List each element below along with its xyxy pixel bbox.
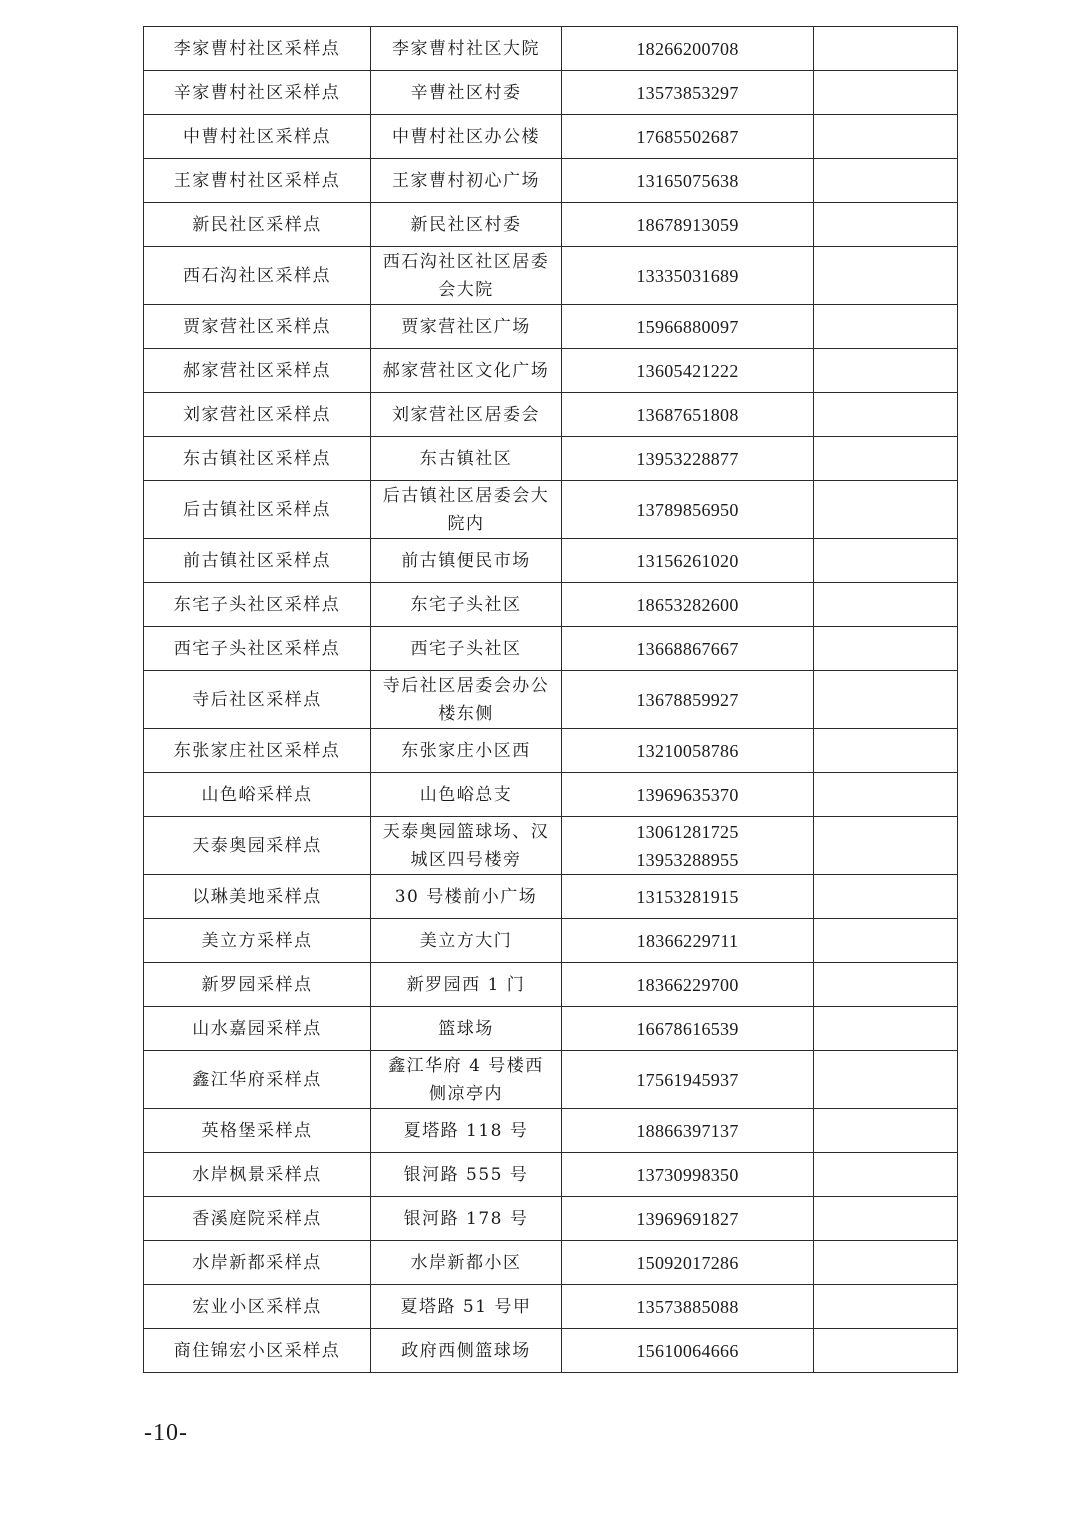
address-cell: 篮球场 xyxy=(371,1007,562,1051)
phone-number: 13156261020 xyxy=(636,550,739,571)
remarks-cell xyxy=(814,875,958,919)
phone-number: 13969691827 xyxy=(636,1208,739,1229)
table-row xyxy=(144,583,958,627)
phone-number: 13687651808 xyxy=(636,404,739,425)
phone-number: 13730998350 xyxy=(636,1164,739,1185)
phone-number: 13165075638 xyxy=(636,170,739,191)
table-row xyxy=(144,875,958,919)
remarks-cell xyxy=(814,27,958,71)
remarks-cell xyxy=(814,729,958,773)
table-row xyxy=(144,729,958,773)
address-cell: 新罗园西 1 门 xyxy=(371,963,562,1007)
address-cell: 30 号楼前小广场 xyxy=(371,875,562,919)
address-cell: 西石沟社区社区居委会大院 xyxy=(371,247,562,305)
phone-cell xyxy=(562,305,814,349)
site-name-cell: 新民社区采样点 xyxy=(144,203,371,247)
address-cell: 王家曹村初心广场 xyxy=(371,159,562,203)
table-body xyxy=(144,27,958,1373)
phone-number: 18866397137 xyxy=(636,1120,739,1141)
phone-number: 15966880097 xyxy=(636,316,739,337)
site-name-cell: 辛家曹村社区采样点 xyxy=(144,71,371,115)
site-name-cell: 王家曹村社区采样点 xyxy=(144,159,371,203)
table-row xyxy=(144,627,958,671)
table-row xyxy=(144,349,958,393)
address-cell: 天泰奥园篮球场、汉城区四号楼旁 xyxy=(371,817,562,875)
site-name-cell: 后古镇社区采样点 xyxy=(144,481,371,539)
site-name-cell: 中曹村社区采样点 xyxy=(144,115,371,159)
phone-cell xyxy=(562,349,814,393)
table-row xyxy=(144,115,958,159)
table-row xyxy=(144,1051,958,1109)
phone-number: 13573853297 xyxy=(636,82,739,103)
phone-cell xyxy=(562,437,814,481)
phone-number: 13210058786 xyxy=(636,740,739,761)
phone-cell xyxy=(562,1051,814,1109)
remarks-cell xyxy=(814,1051,958,1109)
site-name-cell: 东宅子头社区采样点 xyxy=(144,583,371,627)
site-name-cell: 贾家营社区采样点 xyxy=(144,305,371,349)
phone-cell xyxy=(562,583,814,627)
table-row xyxy=(144,437,958,481)
phone-number: 18366229700 xyxy=(636,974,739,995)
phone-cell xyxy=(562,115,814,159)
address-cell: 政府西侧篮球场 xyxy=(371,1329,562,1373)
table-row xyxy=(144,963,958,1007)
site-name-cell: 山水嘉园采样点 xyxy=(144,1007,371,1051)
phone-number: 17685502687 xyxy=(636,126,739,147)
remarks-cell xyxy=(814,583,958,627)
site-name-cell: 东古镇社区采样点 xyxy=(144,437,371,481)
address-cell: 山色峪总支 xyxy=(371,773,562,817)
phone-number: 13061281725 xyxy=(636,821,739,842)
table-row xyxy=(144,919,958,963)
table-row xyxy=(144,773,958,817)
address-cell: 东宅子头社区 xyxy=(371,583,562,627)
address-cell: 西宅子头社区 xyxy=(371,627,562,671)
remarks-cell xyxy=(814,1197,958,1241)
address-cell: 贾家营社区广场 xyxy=(371,305,562,349)
site-name-cell: 东张家庄社区采样点 xyxy=(144,729,371,773)
address-cell: 东张家庄小区西 xyxy=(371,729,562,773)
remarks-cell xyxy=(814,919,958,963)
remarks-cell xyxy=(814,1153,958,1197)
phone-cell xyxy=(562,817,814,875)
site-name-cell: 郝家营社区采样点 xyxy=(144,349,371,393)
address-cell: 中曹村社区办公楼 xyxy=(371,115,562,159)
address-cell: 美立方大门 xyxy=(371,919,562,963)
phone-cell xyxy=(562,159,814,203)
table-row xyxy=(144,481,958,539)
remarks-cell xyxy=(814,71,958,115)
phone-number: 13953288955 xyxy=(636,849,739,870)
phone-number: 13969635370 xyxy=(636,784,739,805)
table-row xyxy=(144,539,958,583)
site-name-cell: 商住锦宏小区采样点 xyxy=(144,1329,371,1373)
address-cell: 夏塔路 51 号甲 xyxy=(371,1285,562,1329)
phone-number: 13335031689 xyxy=(636,265,739,286)
remarks-cell xyxy=(814,305,958,349)
phone-cell xyxy=(562,247,814,305)
table-row xyxy=(144,247,958,305)
remarks-cell xyxy=(814,963,958,1007)
phone-number: 13668867667 xyxy=(636,638,739,659)
remarks-cell xyxy=(814,1241,958,1285)
site-name-cell: 水岸枫景采样点 xyxy=(144,1153,371,1197)
phone-cell xyxy=(562,1241,814,1285)
address-cell: 银河路 555 号 xyxy=(371,1153,562,1197)
document-page xyxy=(143,26,957,1373)
table-row xyxy=(144,671,958,729)
address-cell: 寺后社区居委会办公楼东侧 xyxy=(371,671,562,729)
phone-cell xyxy=(562,671,814,729)
phone-number: 16678616539 xyxy=(636,1018,739,1039)
phone-number: 13678859927 xyxy=(636,689,739,710)
phone-number: 18653282600 xyxy=(636,594,739,615)
phone-number: 15092017286 xyxy=(636,1252,739,1273)
table-row xyxy=(144,817,958,875)
address-cell: 辛曹社区村委 xyxy=(371,71,562,115)
table-row xyxy=(144,27,958,71)
phone-cell xyxy=(562,919,814,963)
phone-number: 13153281915 xyxy=(636,886,739,907)
remarks-cell xyxy=(814,627,958,671)
phone-cell xyxy=(562,539,814,583)
phone-number: 18678913059 xyxy=(636,214,739,235)
site-name-cell: 西石沟社区采样点 xyxy=(144,247,371,305)
phone-cell xyxy=(562,1007,814,1051)
phone-number: 18266200708 xyxy=(636,38,739,59)
site-name-cell: 水岸新都采样点 xyxy=(144,1241,371,1285)
phone-number: 18366229711 xyxy=(636,930,739,951)
site-name-cell: 寺后社区采样点 xyxy=(144,671,371,729)
site-name-cell: 香溪庭院采样点 xyxy=(144,1197,371,1241)
phone-cell xyxy=(562,1329,814,1373)
address-cell: 鑫江华府 4 号楼西侧凉亭内 xyxy=(371,1051,562,1109)
address-cell: 新民社区村委 xyxy=(371,203,562,247)
address-cell: 银河路 178 号 xyxy=(371,1197,562,1241)
phone-cell xyxy=(562,1109,814,1153)
site-name-cell: 天泰奥园采样点 xyxy=(144,817,371,875)
phone-number: 17561945937 xyxy=(636,1069,739,1090)
table-row xyxy=(144,159,958,203)
address-cell: 东古镇社区 xyxy=(371,437,562,481)
table-row xyxy=(144,1153,958,1197)
site-name-cell: 鑫江华府采样点 xyxy=(144,1051,371,1109)
phone-cell xyxy=(562,773,814,817)
remarks-cell xyxy=(814,437,958,481)
address-cell: 水岸新都小区 xyxy=(371,1241,562,1285)
remarks-cell xyxy=(814,1007,958,1051)
table-row xyxy=(144,203,958,247)
table-row xyxy=(144,1007,958,1051)
phone-cell xyxy=(562,627,814,671)
address-cell: 郝家营社区文化广场 xyxy=(371,349,562,393)
address-cell: 李家曹村社区大院 xyxy=(371,27,562,71)
site-name-cell: 山色峪采样点 xyxy=(144,773,371,817)
phone-cell xyxy=(562,1153,814,1197)
site-name-cell: 美立方采样点 xyxy=(144,919,371,963)
site-name-cell: 英格堡采样点 xyxy=(144,1109,371,1153)
address-cell: 前古镇便民市场 xyxy=(371,539,562,583)
address-cell: 后古镇社区居委会大院内 xyxy=(371,481,562,539)
site-name-cell: 李家曹村社区采样点 xyxy=(144,27,371,71)
phone-cell xyxy=(562,963,814,1007)
table-row xyxy=(144,1285,958,1329)
remarks-cell xyxy=(814,247,958,305)
phone-number: 13953228877 xyxy=(636,448,739,469)
phone-number: 15610064666 xyxy=(636,1340,739,1361)
table-row xyxy=(144,1197,958,1241)
phone-cell xyxy=(562,71,814,115)
phone-cell xyxy=(562,1285,814,1329)
remarks-cell xyxy=(814,115,958,159)
phone-number: 13789856950 xyxy=(636,499,739,520)
remarks-cell xyxy=(814,203,958,247)
site-name-cell: 刘家营社区采样点 xyxy=(144,393,371,437)
table-row xyxy=(144,1109,958,1153)
phone-cell xyxy=(562,729,814,773)
address-cell: 夏塔路 118 号 xyxy=(371,1109,562,1153)
remarks-cell xyxy=(814,773,958,817)
table-row xyxy=(144,1241,958,1285)
phone-cell xyxy=(562,27,814,71)
sampling-sites-table xyxy=(143,26,958,1373)
table-row xyxy=(144,305,958,349)
phone-cell xyxy=(562,875,814,919)
address-cell: 刘家营社区居委会 xyxy=(371,393,562,437)
site-name-cell: 以琳美地采样点 xyxy=(144,875,371,919)
phone-number: 13573885088 xyxy=(636,1296,739,1317)
remarks-cell xyxy=(814,159,958,203)
site-name-cell: 宏业小区采样点 xyxy=(144,1285,371,1329)
remarks-cell xyxy=(814,1109,958,1153)
phone-cell xyxy=(562,203,814,247)
site-name-cell: 新罗园采样点 xyxy=(144,963,371,1007)
phone-cell xyxy=(562,1197,814,1241)
remarks-cell xyxy=(814,1285,958,1329)
remarks-cell xyxy=(814,539,958,583)
table-row xyxy=(144,1329,958,1373)
phone-cell xyxy=(562,393,814,437)
remarks-cell xyxy=(814,671,958,729)
page-number: -10- xyxy=(144,1420,188,1446)
phone-number: 13605421222 xyxy=(636,360,739,381)
table-row xyxy=(144,393,958,437)
remarks-cell xyxy=(814,1329,958,1373)
site-name-cell: 前古镇社区采样点 xyxy=(144,539,371,583)
phone-cell xyxy=(562,481,814,539)
remarks-cell xyxy=(814,393,958,437)
remarks-cell xyxy=(814,481,958,539)
remarks-cell xyxy=(814,349,958,393)
site-name-cell: 西宅子头社区采样点 xyxy=(144,627,371,671)
table-row xyxy=(144,71,958,115)
remarks-cell xyxy=(814,817,958,875)
